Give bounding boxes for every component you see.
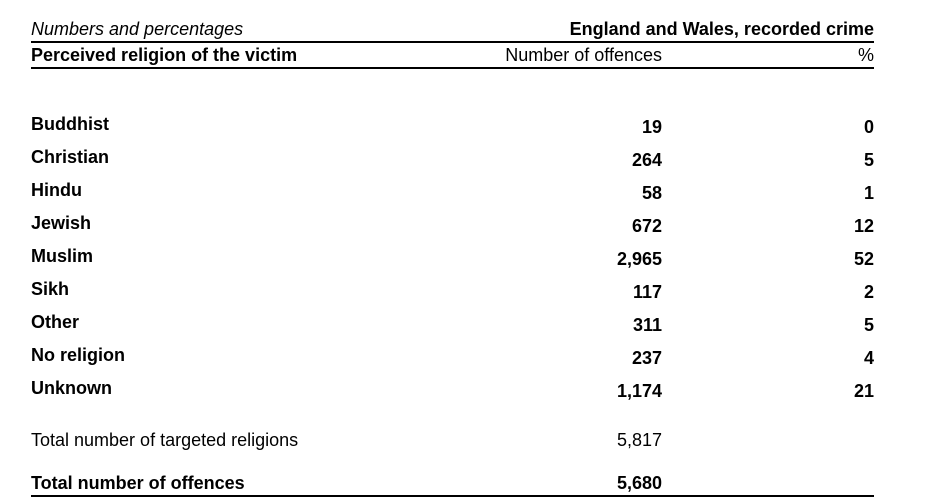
row-count: 117 [632,282,662,302]
row-label: Buddhist [31,114,109,134]
table-row [31,240,874,273]
total-offences-count: 5,680 [616,473,662,493]
row-label: Jewish [31,213,92,233]
row-percent: 5 [863,315,874,335]
religion-offences-table [31,16,874,497]
table-header [31,43,874,69]
row-label: No religion [31,345,125,365]
table-caption [31,16,874,43]
caption-units: Numbers and percentages [31,19,244,39]
table-row [31,306,874,339]
table-row [31,372,874,405]
table-row [31,141,874,174]
row-label: Muslim [31,246,94,266]
row-percent: 1 [863,183,874,203]
spacer [31,69,874,108]
total-targeted-count: 5,817 [616,429,662,450]
total-targeted-row [31,424,874,456]
row-percent: 52 [853,249,874,269]
row-percent: 0 [863,117,874,137]
spacer [31,456,874,466]
row-count: 58 [641,183,662,203]
row-count: 19 [641,117,662,137]
row-label: Other [31,312,80,332]
row-percent: 12 [853,216,874,236]
row-label: Christian [31,147,110,167]
table-row [31,339,874,372]
table-row [31,108,874,141]
row-percent: 4 [863,348,874,368]
total-offences-label: Total number of offences [31,473,245,493]
caption-source: England and Wales, recorded crime [569,19,874,39]
row-label: Hindu [31,180,82,200]
table-row [31,207,874,240]
row-count: 2,965 [616,249,662,269]
row-count: 237 [631,348,662,368]
header-religion: Perceived religion of the victim [31,44,298,65]
row-percent: 5 [863,150,874,170]
row-count: 311 [632,315,662,335]
spacer [31,405,874,424]
row-count: 1,174 [616,381,662,401]
row-percent: 21 [853,381,874,401]
total-targeted-label: Total number of targeted religions [31,429,299,450]
total-offences-row [31,466,874,497]
header-percent: % [857,44,874,65]
row-count: 672 [631,216,662,236]
row-percent: 2 [863,282,874,302]
row-label: Unknown [31,378,112,398]
row-label: Sikh [31,279,70,299]
table-row [31,174,874,207]
table-row [31,273,874,306]
row-count: 264 [631,150,662,170]
header-count: Number of offences [505,44,662,65]
